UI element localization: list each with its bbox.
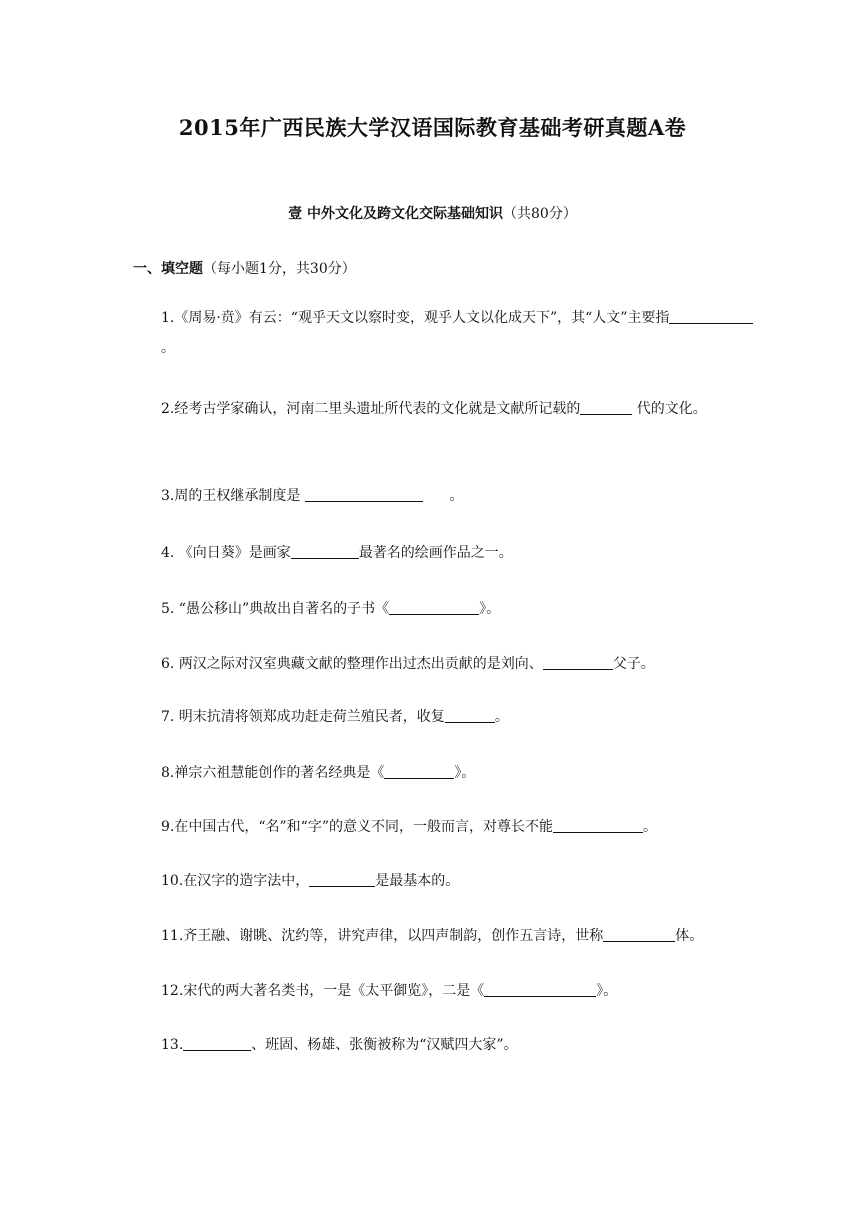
answer-blank[interactable]	[305, 485, 423, 502]
answer-blank[interactable]	[183, 1034, 251, 1051]
question-8	[133, 758, 766, 788]
question-text: 9.在中国古代，“名”和“字”的意义不同，一般而言，对尊长不能	[161, 819, 553, 835]
question-text: 5. “愚公移山”典故出自著名的子书《	[161, 601, 390, 617]
question-text-end: 。	[161, 340, 175, 356]
answer-blank[interactable]	[484, 980, 596, 997]
question-text-end: 。	[422, 488, 464, 504]
answer-blank[interactable]	[384, 762, 454, 779]
question-text-end: 、班固、杨雄、张衡被称为“汉赋四大家”。	[251, 1037, 518, 1053]
answer-blank[interactable]	[553, 816, 643, 833]
question-text-end: 。	[643, 819, 657, 835]
question-12	[133, 976, 766, 1006]
question-5	[133, 594, 766, 624]
question-1	[133, 303, 766, 363]
question-11	[133, 921, 766, 951]
part-note: （每小题1分，共30分）	[203, 261, 356, 277]
part-heading	[133, 258, 356, 278]
answer-blank[interactable]	[580, 398, 632, 415]
answer-blank[interactable]	[669, 307, 753, 324]
question-text: 2.经考古学家确认，河南二里头遗址所代表的文化就是文献所记载的	[161, 401, 581, 417]
answer-blank[interactable]	[389, 598, 479, 615]
page-title: 2015年广西民族大学汉语国际教育基础考研真题A卷	[178, 115, 687, 140]
answer-blank[interactable]	[291, 542, 359, 559]
section-note: （共80分）	[503, 206, 577, 222]
question-text-end: 》。	[454, 765, 476, 781]
question-13	[133, 1030, 766, 1060]
question-text: 7. 明末抗清将领郑成功赶走荷兰殖民者，收复	[161, 709, 445, 725]
question-text-end: 最著名的绘画作品之一。	[358, 545, 513, 561]
question-text-end: 》。	[479, 601, 501, 617]
part-label: 一、填空题	[133, 261, 203, 277]
question-6	[133, 649, 766, 679]
question-text: 1.《周易·贲》有云：“观乎天文以察时变，观乎人文以化成天下”，其“人文”主要指	[161, 310, 670, 326]
question-text: 10.在汉字的造字法中，	[161, 873, 310, 889]
answer-blank[interactable]	[445, 706, 495, 723]
answer-blank[interactable]	[603, 925, 675, 942]
section-label: 壹 中外文化及跨文化交际基础知识	[288, 206, 504, 222]
question-4	[133, 538, 766, 568]
question-text-end: 。	[494, 709, 509, 725]
question-text: 12.宋代的两大著名类书，一是《太平御览》，二是《	[161, 983, 485, 999]
question-text-end: 》。	[596, 983, 618, 999]
question-text-end: 是最基本的。	[375, 873, 460, 889]
question-text: 3.周的王权继承制度是	[161, 488, 305, 504]
question-text-end: 代的文化。	[632, 401, 707, 417]
question-text: 6. 两汉之际对汉室典藏文献的整理作出过杰出贡献的是刘向、	[161, 656, 543, 672]
answer-blank[interactable]	[309, 870, 375, 887]
question-2	[133, 394, 766, 424]
question-3	[133, 481, 766, 511]
answer-blank[interactable]	[543, 653, 613, 670]
question-9	[133, 812, 766, 842]
question-text: 13.	[161, 1037, 184, 1053]
question-7	[133, 702, 766, 732]
question-text: 11.齐王融、谢眺、沈约等，讲究声律，以四声制韵，创作五言诗，世称	[161, 928, 604, 944]
question-text: 8.禅宗六祖慧能创作的著名经典是《	[161, 765, 385, 781]
question-text-end: 父子。	[612, 656, 655, 672]
section-heading	[0, 203, 865, 223]
question-text: 4. 《向日葵》是画家	[161, 545, 291, 561]
question-text-end: 体。	[675, 928, 704, 944]
question-10	[133, 866, 766, 896]
